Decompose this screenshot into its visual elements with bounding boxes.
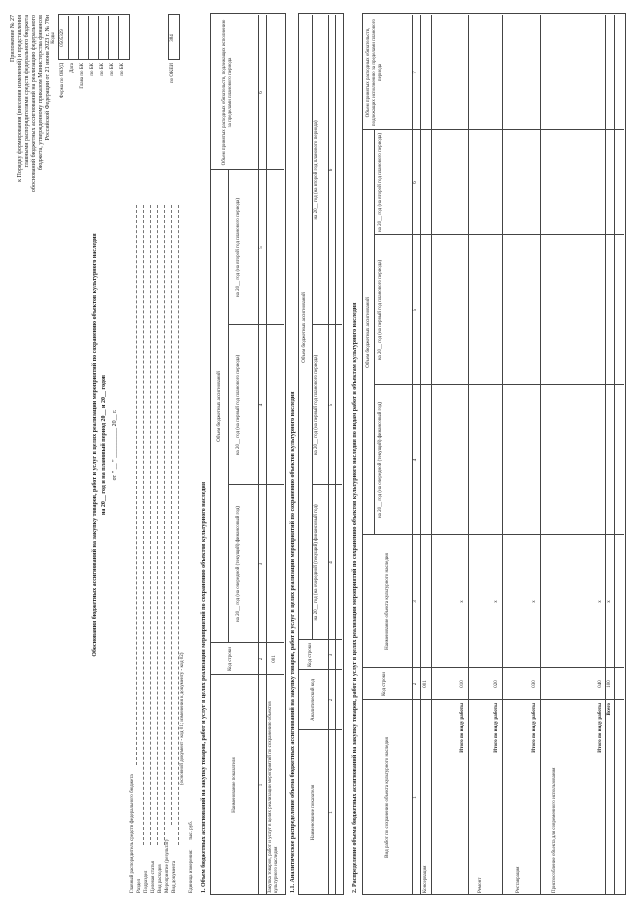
appendix-line-2: главными распорядителями средств федерального бюджета bbox=[24, 15, 30, 168]
s2-col-year0: на 20__ год (на очередной (текущий) финансовый год) bbox=[378, 401, 383, 519]
s1-col-name: Наименование показателя bbox=[232, 757, 237, 813]
s11-col-analytic: Аналитический код bbox=[311, 679, 316, 721]
s2-row-conservation: Консервация bbox=[423, 865, 428, 893]
s2-col-year1: на 20__ год (на первый год планового периода) bbox=[378, 259, 383, 361]
appendix-line-3: обоснований бюджетных ассигнований на реализацию федерального bbox=[31, 15, 37, 193]
field-target: Целевая статья bbox=[151, 861, 156, 893]
s2-col-name: Наименование объекта культурного наследия bbox=[385, 553, 390, 650]
s2-num-3: 3 bbox=[413, 600, 418, 603]
s1-col-year1: на 20__ год (на первый год планового периода) bbox=[236, 354, 241, 456]
s2-total-repair-x: x bbox=[494, 600, 499, 603]
s2-row-restoration: Реставрация bbox=[516, 866, 521, 893]
s1-col-code: Код строки bbox=[228, 647, 233, 671]
field-doc-type: Вид документа bbox=[172, 860, 177, 893]
s1-row-label: Закупка товаров, работ и услуг в целях реализации мероприятий по сохранению объектов культурного наследия bbox=[268, 701, 279, 893]
field-event: Мероприятие (результат) bbox=[165, 839, 170, 893]
s11-num-3: 3 bbox=[329, 653, 334, 657]
s2-col-work: Вид работ по сохранению объекта культурного наследия bbox=[385, 737, 390, 858]
s2-total-adaptation-x: x bbox=[598, 600, 603, 603]
s2-row-conservation-code: 001 bbox=[423, 680, 428, 688]
s2-num-5: 5 bbox=[413, 308, 418, 312]
s2-num-7: 7 bbox=[413, 71, 418, 74]
unit-value: тыс. руб. bbox=[189, 821, 194, 840]
s11-num-6: 6 bbox=[329, 168, 334, 172]
s11-group-header: Объем бюджетных ассигнований bbox=[302, 292, 307, 363]
s2-total-repair: Итого по виду работы bbox=[494, 703, 499, 753]
s1-row-code: 001 bbox=[272, 655, 277, 663]
appendix-title: Приложение № 27 bbox=[10, 15, 16, 62]
doc-date: от " __ " __________ 20__ г. bbox=[112, 409, 118, 481]
s2-total-conservation-code: 010 bbox=[460, 680, 465, 688]
s11-col-year0: на 20__ год (на очередной (текущий) финансовый год) bbox=[314, 504, 319, 621]
section2-title: 2. Распределение объема бюджетных ассигнований на закупку товаров, работ и услуг в целях реализации мероприятий по сохранению объектов культурного наследия по видам работ и объектам культурного наследия bbox=[352, 302, 358, 893]
s2-col-code: Код строки bbox=[382, 672, 387, 696]
codes-label-bk-4: по БК bbox=[120, 63, 125, 76]
s11-col-year2: на 20__ год (на второй год планового периода) bbox=[314, 120, 319, 220]
s2-grand-total-x: x bbox=[607, 600, 612, 603]
s2-total-adaptation: Итого по виду работы bbox=[598, 703, 603, 753]
codes-label-okud: Форма по ОКУД bbox=[60, 63, 65, 99]
codes-label-bk-2: по БК bbox=[100, 63, 105, 76]
s1-num-3: 3 bbox=[259, 562, 264, 566]
s2-grand-total-code: 100 bbox=[607, 680, 612, 688]
codes-header: Коды bbox=[51, 32, 56, 44]
field-grbs: Главный распорядитель средств федерального бюджета bbox=[130, 774, 135, 893]
s2-grand-total: Всего bbox=[607, 703, 612, 716]
s2-total-repair-code: 020 bbox=[494, 680, 499, 688]
s1-num-1: 1 bbox=[259, 783, 264, 787]
okei-value: 384 bbox=[170, 34, 175, 42]
appendix-line-1: к Порядку формирования (внесения изменений) и представления bbox=[17, 15, 23, 182]
appendix-line-5: Российской Федерации от 21 июня 2023 г. № 78н bbox=[45, 15, 51, 141]
s2-total-conservation-x: x bbox=[460, 600, 465, 603]
s1-col-year0: на 20__ год (на очередной (текущий) финансовый год) bbox=[236, 505, 241, 623]
s2-num-4: 4 bbox=[413, 458, 418, 462]
s11-num-1: 1 bbox=[329, 811, 334, 814]
okei-label: по ОКЕИ bbox=[170, 63, 175, 84]
s2-total-adaptation-code: 040 bbox=[598, 680, 603, 688]
s1-group-header: Объем бюджетных ассигнований bbox=[217, 371, 222, 442]
section1-title: 1. Объем бюджетных ассигнований на закупку товаров, работ и услуг в целях реализации мероприятий по сохранению объектов культурного наследия bbox=[201, 481, 207, 893]
appendix-block bbox=[10, 15, 52, 265]
s2-num-1: 1 bbox=[413, 796, 418, 799]
field-section: Раздел bbox=[137, 878, 142, 893]
doc-type-hint: (основной документ - код 01; изменения к документу - код 02) bbox=[180, 652, 185, 785]
s11-col-year1: на 20__ год (на первый год планового периода) bbox=[314, 354, 319, 456]
appendix-line-4: бюджета, утвержденному приказом Министерства финансов bbox=[38, 15, 44, 171]
s11-num-4: 4 bbox=[329, 561, 334, 564]
s2-row-repair: Ремонт bbox=[478, 877, 483, 893]
doc-title: Обоснования бюджетных ассигнований на закупку товаров, работ и услуг в целях реализации мероприятий по сохранению объектов культурного наследия bbox=[92, 233, 98, 657]
s2-total-restoration-x: x bbox=[532, 600, 537, 603]
s1-num-6: 6 bbox=[259, 91, 264, 94]
s2-num-2: 2 bbox=[413, 682, 418, 686]
field-expense-type: Вид расходов bbox=[158, 864, 163, 893]
s2-col-year2: на 20__ год (на второй год планового периода) bbox=[378, 132, 383, 233]
s11-col-code: Код строки bbox=[308, 643, 313, 667]
section11-title: 1.1. Аналитическое распределение объема бюджетных ассигнований на закупку товаров, работ и услуг в целях реализации мероприятий по сохранению объектов культурного наследия bbox=[290, 391, 296, 893]
s1-num-2: 2 bbox=[259, 657, 264, 661]
s1-col-beyond: Объем принятых расходных обязательств, подлежащих исполнению за пределами планового периода bbox=[222, 19, 233, 166]
s1-num-5: 5 bbox=[259, 246, 264, 249]
codes-label-glava: Глава по БК bbox=[80, 63, 85, 89]
codes-label-bk-1: по БК bbox=[90, 63, 95, 76]
doc-title-period: на 20__ год и на плановый период 20__ и 20__ годов bbox=[101, 374, 107, 516]
unit-label: Единица измерения: bbox=[189, 849, 194, 893]
s11-num-2: 2 bbox=[329, 698, 334, 702]
s11-col-name: Наименование показателя bbox=[311, 784, 316, 841]
s1-num-4: 4 bbox=[259, 403, 264, 407]
s2-group-header: Объем бюджетных ассигнований bbox=[366, 297, 371, 368]
s1-col-year2: на 20__ год (на второй год планового периода) bbox=[236, 197, 241, 298]
s2-total-conservation: Итого по виду работы bbox=[460, 703, 465, 753]
s2-row-adaptation: Приспособление объекта для современного использования bbox=[552, 767, 557, 893]
s2-total-restoration-code: 030 bbox=[532, 680, 537, 688]
s2-num-6: 6 bbox=[413, 181, 418, 184]
field-subsection: Подраздел bbox=[144, 870, 149, 893]
s11-num-5: 5 bbox=[329, 403, 334, 407]
codes-label-date: Дата bbox=[70, 63, 75, 73]
codes-value-okud: 0505329 bbox=[60, 29, 65, 47]
s2-total-restoration: Итого по виду работы bbox=[532, 703, 537, 753]
codes-label-bk-3: по БК bbox=[110, 63, 115, 76]
s2-col-beyond: Объем принятых расходных обязательств, подлежащих исполнению за пределами планового периода bbox=[366, 18, 383, 127]
